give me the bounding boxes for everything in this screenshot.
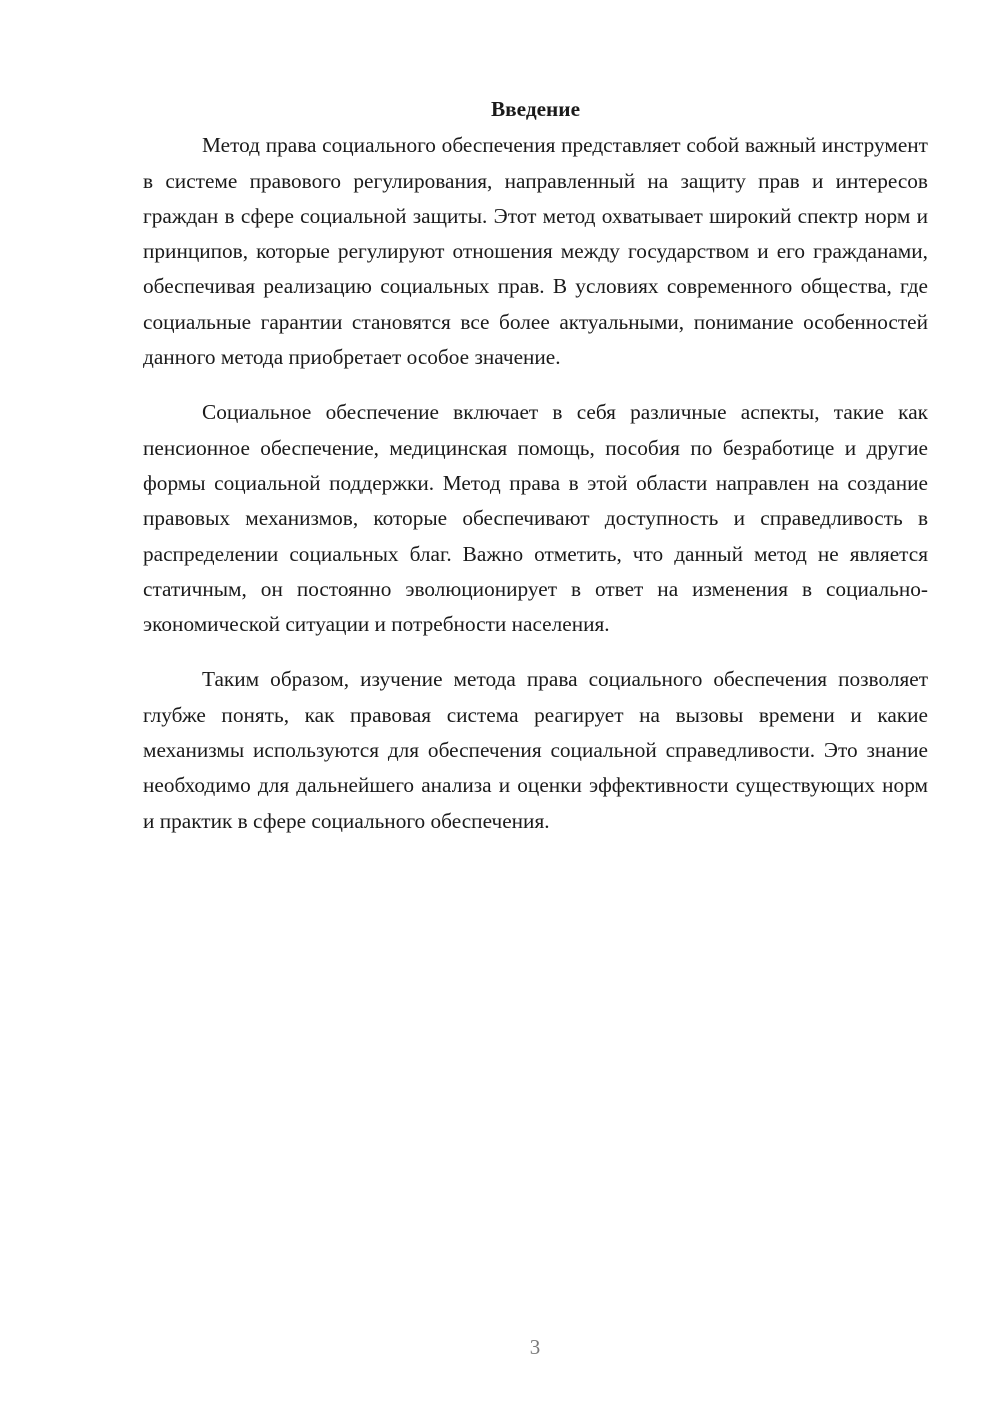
paragraph-3: Таким образом, изучение метода права социального обеспечения позволяет глубже понять, как правовая система реагирует на вызовы времени и какие механизмы используются для обеспечения социальной справедливости. Это знание необходимо для дальнейшего анализа и оценки эффективности существующих норм и практик в сфере социального обеспечения. <box>143 667 928 833</box>
paragraph-2: Социальное обеспечение включает в себя различные аспекты, такие как пенсионное обеспечение, медицинская помощь, пособия по безработице и другие формы социальной поддержки. Метод права в этой области направлен на создание правовых механизмов, которые обеспечивают доступность и справедливость в распределении социальных благ. Важно отметить, что данный метод не является статичным, он постоянно эволюционирует в ответ на изменения в социально-экономической ситуации и потребности населения. <box>143 400 928 637</box>
paragraph-1: Метод права социального обеспечения представляет собой важный инструмент в системе правового регулирования, направленный на защиту прав и интересов граждан в сфере социальной защиты. Этот метод охватывает широкий спектр норм и принципов, которые регулируют отношения между государством и его гражданами, обеспечивая реализацию социальных прав. В условиях современного общества, где социальные гарантии становятся все более актуальными, понимание особенностей данного метода приобретает особое значение. <box>143 133 928 370</box>
page-number: 3 <box>529 1335 541 1359</box>
section-heading: Введение <box>490 97 581 121</box>
page-body <box>143 92 928 839</box>
